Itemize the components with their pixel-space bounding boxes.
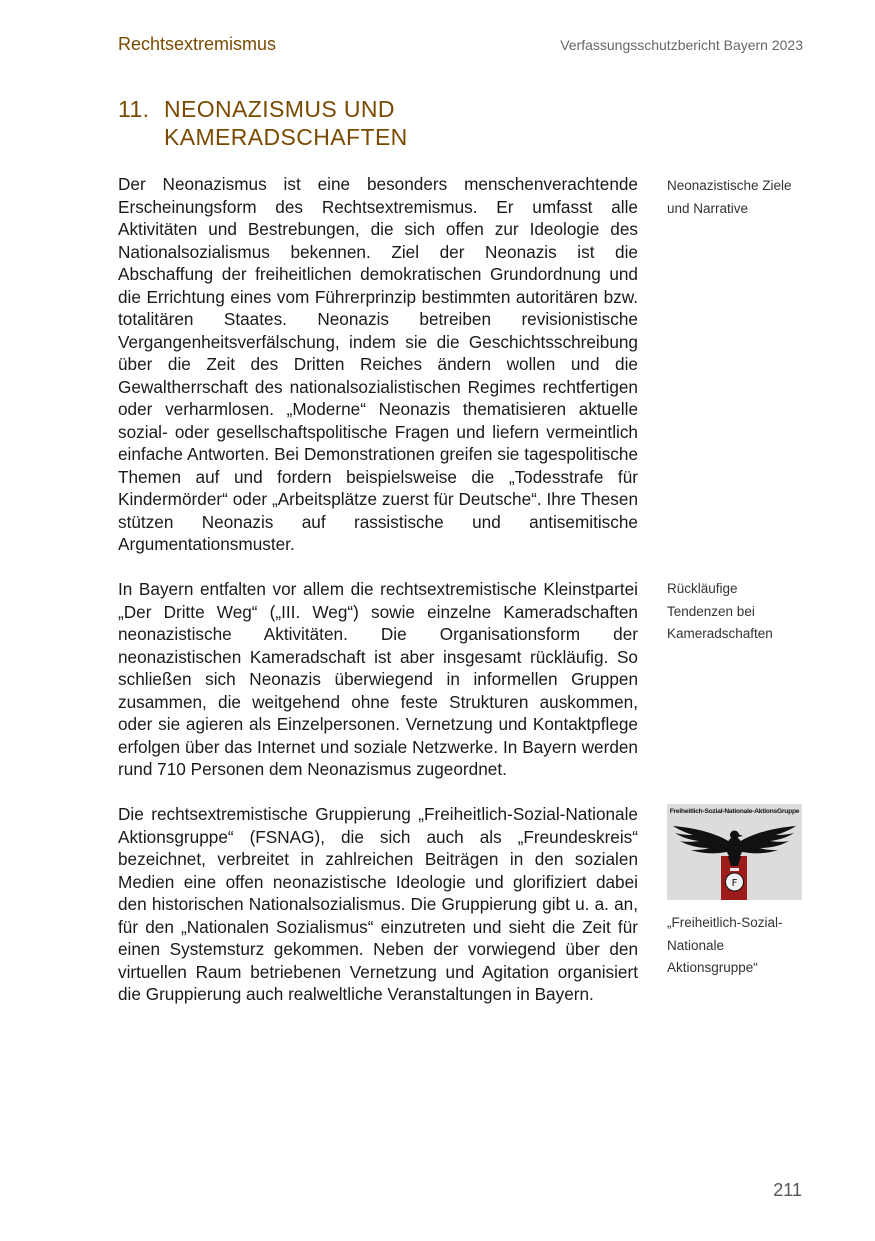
body-paragraph: Die rechtsextremistische Gruppierung „Freiheitlich-Sozial-Nationale Aktionsgruppe“ (FSNAG), die sich auch als „Freundeskreis“ bezeichnet, verbreitet in zahlreichen Beiträgen in den sozialen Medien eine offen neonazistische Ideologie und glorifiziert dabei den historischen Nationalsozialismus. Die Gruppierung gibt u. a. an, für den „Nationalen Sozialismus“ einzutreten und sieht die Zeit für einen Systemsturz gekommen. Neben der vorwiegend über den virtuellen Raum betriebenen Vernetzung und Agitation organisiert die Gruppierung auch realweltliche Veranstaltungen in Bayern. bbox=[118, 804, 638, 1004]
chapter-title: NEONAZISMUS UND KAMERADSCHAFTEN bbox=[164, 96, 408, 150]
margin-note: Rückläufige Tendenzen bei Kameradschaften bbox=[667, 581, 773, 641]
eagle-emblem-icon bbox=[667, 804, 802, 900]
body-paragraph: In Bayern entfalten vor allem die rechtsextremistische Kleinstpartei „Der Dritte Weg“ („III. Weg“) sowie einzelne Kameradschaften neonazistische Aktivitäten. Die Organisationsform der neonazistischen Kameradschaft ist aber insgesamt rückläufig. So schließen sich Neonazis überwiegend in informellen Gruppen zusammen, die weitgehend ohne feste Strukturen auskommen, oder sie agieren als Einzelpersonen. Vernetzung und Kontaktpflege erfolgen über das Internet und soziale Netzwerke. In Bayern werden rund 710 Personen dem Neonazismus zugeordnet. bbox=[118, 579, 638, 779]
emblem-image bbox=[667, 804, 802, 900]
running-header-report: Verfassungsschutzbericht Bayern 2023 bbox=[560, 37, 803, 53]
margin-note: Neonazistische Ziele und Narrative bbox=[667, 178, 792, 216]
chapter-number: 11. bbox=[118, 96, 150, 122]
figure-caption: „Freiheitlich-Sozial-Nationale Aktionsgruppe“ bbox=[667, 915, 783, 975]
svg-text:F: F bbox=[731, 878, 738, 889]
emblem-text: Freiheitlich-Sozial-Nationale-AktionsGruppe bbox=[669, 808, 800, 815]
body-paragraph: Der Neonazismus ist eine besonders menschenverachtende Erscheinungsform des Rechtsextremismus. Er umfasst alle Aktivitäten und Bestrebungen, die sich offen zur Ideologie des Nationalsozialismus bekennen. Ziel der Neonazis ist die Abschaffung der freiheitlichen demokratischen Grundordnung und die Errichtung eines vom Führerprinzip bestimmten autoritären bzw. totalitären Staates. Neonazis betreiben revisionistische Vergangenheitsverfälschung, indem sie die Geschichtsschreibung über die Zeit des Dritten Reiches ändern wollen und die Gewaltherrschaft des nationalsozialistischen Regimes rechtfertigen oder verharmlosen. „Moderne“ Neonazis thematisieren aktuelle sozial- oder gesellschaftspolitische Fragen und liefern vermeintlich einfache Antworten. Bei Demonstrationen greifen sie tagespolitische Themen auf und fordern beispielsweise die „Todesstrafe für Kindermörder“ oder „Arbeitsplätze zuerst für Deutsche“. Ihre Thesen stützen Neonazis auf rassistische und antisemitische Argumentationsmuster. bbox=[118, 174, 638, 554]
page-number: 211 bbox=[773, 1180, 802, 1200]
running-header-section: Rechtsextremismus bbox=[118, 34, 277, 54]
